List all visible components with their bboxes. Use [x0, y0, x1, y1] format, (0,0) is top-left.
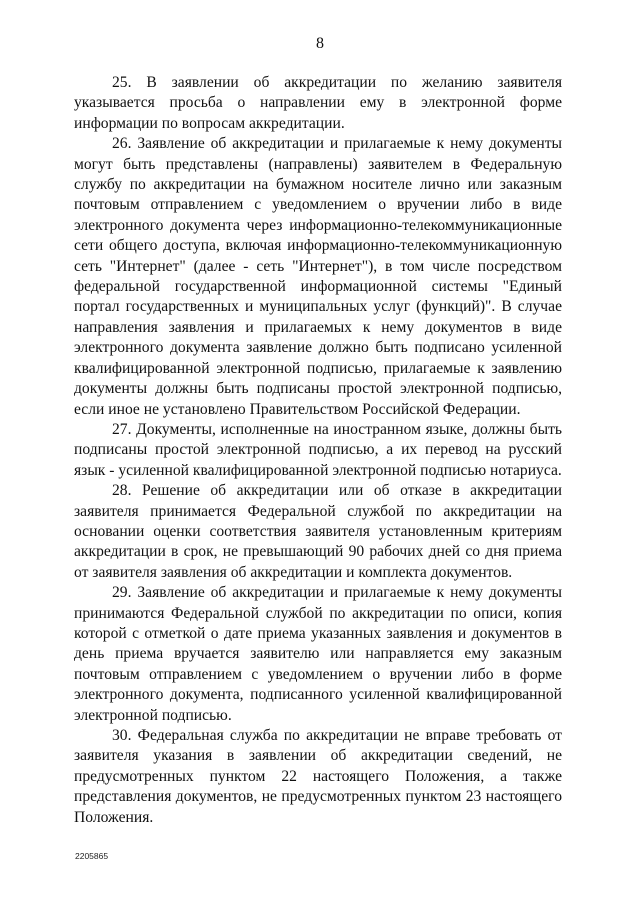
paragraph-29: 29. Заявление об аккредитации и прилагаемые к нему документы принимаются Федеральной службой по аккредитации по описи, копия которой с отметкой о дате приема указанных заявления и документов в день приема вручается заявителю или направляется ему заказным почтовым отправлением с уведомлением о вручении либо в форме электронного документа, подписанного усиленной квалифицированной электронной подписью.: [74, 584, 562, 724]
paragraph-30: 30. Федеральная служба по аккредитации не вправе требовать от заявителя указания в заявлении об аккредитации сведений, не предусмотренных пунктом 22 настоящего Положения, а также представления документов, не предусмотренных пунктом 23 настоящего Положения.: [74, 727, 562, 826]
page-number: 8: [316, 35, 324, 52]
paragraph-27: 27. Документы, исполненные на иностранном языке, должны быть подписаны простой электронной подписью, а их перевод на русский язык - усиленной квалифицированной электронной подписью нотариуса.: [74, 420, 562, 479]
paragraph-28: 28. Решение об аккредитации или об отказе в аккредитации заявителя принимается Федеральной службой по аккредитации на основании оценки соответствия заявителя установленным критериям аккредитации в срок, не превышающий 90 рабочих дней со дня приема от заявителя заявления об аккредитации и комплекта документов.: [74, 482, 562, 581]
document-body: [74, 73, 562, 828]
paragraph-25: 25. В заявлении об аккредитации по желанию заявителя указывается просьба о направлении ему в электронной форме информации по вопросам аккредитации.: [74, 74, 562, 132]
paragraph-26: 26. Заявление об аккредитации и прилагаемые к нему документы могут быть представлены (направлены) заявителем в Федеральную службу по аккредитации на бумажном носителе лично или заказным почтовым отправлением с уведомлением о вручении либо в виде электронного документа через информационно-телекоммуникационные сети общего доступа, включая информационно-телекоммуникационную сеть "Интернет" (далее - сеть "Интернет"), в том числе посредством федеральной государственной информационной системы "Единый портал государственных и муниципальных услуг (функций)". В случае направления заявления и прилагаемых к нему документов в виде электронного документа заявление должно быть подписано усиленной квалифицированной электронной подписью, прилагаемые к заявлению документы должны быть подписаны простой электронной подписью, если иное не установлено Правительством Российской Федерации.: [74, 135, 562, 418]
document-code: 2205865: [75, 851, 109, 861]
